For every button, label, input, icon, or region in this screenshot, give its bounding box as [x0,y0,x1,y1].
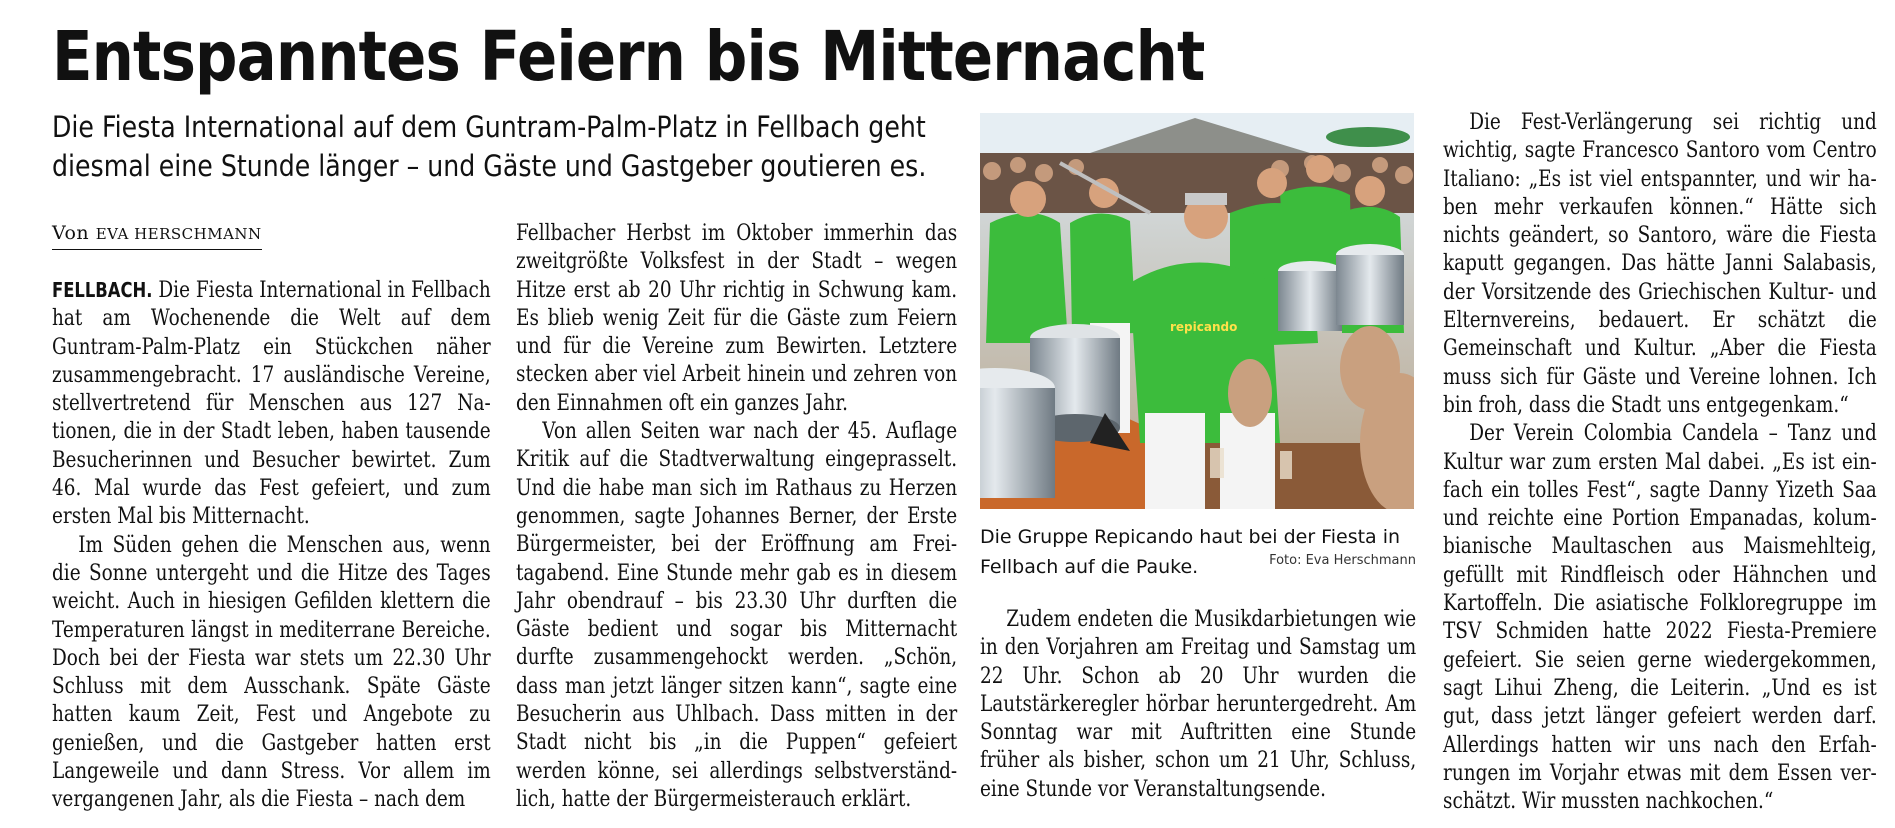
dateline: FELLBACH. [52,278,153,302]
paragraph-5: Zudem endeten die Musikdarbietungen wie in den Vorjahren am Freitag und Samstag um 22 Uhr. Schon ab 20 Uhr wurden die Lautstärkeregler hörbar heruntergedreht. Am Sonntag war mit Auftritten eine Stunde früher als bisher, schon um 21 Uhr, Schluss, eine Stunde vor Veranstaltungsende. [980,606,1417,802]
paragraph-1 [52,276,491,531]
subheadline: Die Fiesta International auf dem Guntram-Palm-Platz in Fellbach geht diesmal eine Stunde länger – und Gäste und Gastgeber goutieren es. [52,110,927,183]
column-3 [980,605,1416,803]
paragraph-2: Im Süden gehen die Menschen aus, wenn die Sonne untergeht und die Hitze des Tages weicht. Auch in hiesigen Gefilden klettern die Temperaturen längst in mediterrane Bereiche. Doch bei der Fiesta war stets um 22.30 Uhr Schluss mit dem Ausschank. Späte Gäste hatten kaum Zeit, Fest und Angebote zu genießen, und die Gastgeber hatten erst Langeweile und dann Stress. Vor allem im vergangenen Jahr, als die Fiesta – nach dem [52,531,491,813]
headline: Entspanntes Feiern bis Mitternacht [52,17,1205,97]
photo-caption [980,522,1416,582]
caption-text: Die Gruppe Repicando haut bei der Fiesta in Fellbach auf die Pauke. [980,526,1401,578]
column-4 [1443,108,1877,815]
byline-von: Von [52,222,90,244]
photo-drummers [980,113,1414,509]
byline [52,222,262,250]
column-2 [516,219,957,813]
paragraph-3: Fellbacher Herbst im Oktober immerhin das zweitgrößte Volksfest in der Stadt – wegen Hitze erst ab 20 Uhr richtig in Schwung kam. Es blieb wenig Zeit für die Gäste zum Feiern und für die Vereine zum Bewirten. Letztere stecken aber viel Arbeit hinein und zehren von den Einnahmen oft ein ganzes Jahr. [516,220,958,416]
paragraph-4: Von allen Seiten war nach der 45. Auflage Kritik auf die Stadtverwaltung eingeprasselt. Und die habe man sich im Rathaus zu Herzen genommen, sagte Johannes Berner, der Erste Bürgermeister, bei der Eröffnung am Freitagabend. Eine Stunde mehr gab es in diesem Jahr obendrauf – bis 23.30 Uhr durften die Gäste bedient und sogar bis Mitternacht durfte zusammengehockt werden. „Schön, dass man jetzt länger sitzen kann“, sagte eine Besucherin aus Uhlbach. Dass mitten in der Stadt nicht bis „in die Puppen“ gefeiert werden könne, sei allerdings selbstverständlich, hatte der Bürgermeisterauch erklärt. [516,418,958,812]
column-1 [52,276,491,814]
byline-author: EVA HERSCHMANN [95,225,262,243]
photo-credit: Foto: Eva Herschmann [1269,553,1416,568]
article-photo [980,113,1414,509]
paragraph-7: Der Verein Colombia Candela – Tanz und Kultur war zum ersten Mal dabei. „Es ist einfach ein tolles Fest“, sagte Danny Yizeth Saa und reichte eine Portion Empanadas, kolumbianische Maultaschen aus Maismehlteig, gefüllt mit Rindfleisch oder Hähnchen und Kartoffeln. Die asiatische Folkloregruppe im TSV Schmiden hatte 2022 Fiesta-Premiere gefeiert. Sie seien gerne wiedergekommen, sagt Lihui Zheng, die Leiterin. „Und es ist gut, dass jetzt länger gefeiert werden darf. Allerdings hatten wir uns nach den Erfahrungen im Vorjahr etwas mit dem Essen verschätzt. Wir mussten nachkochen.“ [1443,420,1877,815]
paragraph-6: Die Fest-Verlängerung sei richtig und wichtig, sagte Francesco Santoro vom Centro Italiano: „Es ist viel entspannter, und wir haben mehr verkaufen können.“ Hätte sich nichts geändert, so Santoro, wäre die Fiesta kaputt gegangen. Das hätte Janni Salabasis, der Vorsitzende des Griechischen Kultur- und Elternvereins, bedauert. Er schätzt die Gemeinschaft und Kultur. „Aber die Fiesta muss sich für Gäste und Vereine lohnen. Ich bin froh, dass die Stadt uns entgegenkam.“ [1443,109,1877,418]
paragraph-1-text: Die Fiesta International in Fellbach hat am Wochenende die Welt auf dem Guntram-Palm-Platz ein Stückchen näher zusammengebracht. 17 ausländische Vereine, stellvertretend für Menschen aus 127 Nationen, die in der Stadt leben, haben tausende Besucherinnen und Besucher bewirtet. Zum 46. Mal wurde das Fest gefeiert, und zum ersten Mal bis Mitternacht. [52,277,491,530]
shirt-lettering: repicando [1170,320,1238,334]
